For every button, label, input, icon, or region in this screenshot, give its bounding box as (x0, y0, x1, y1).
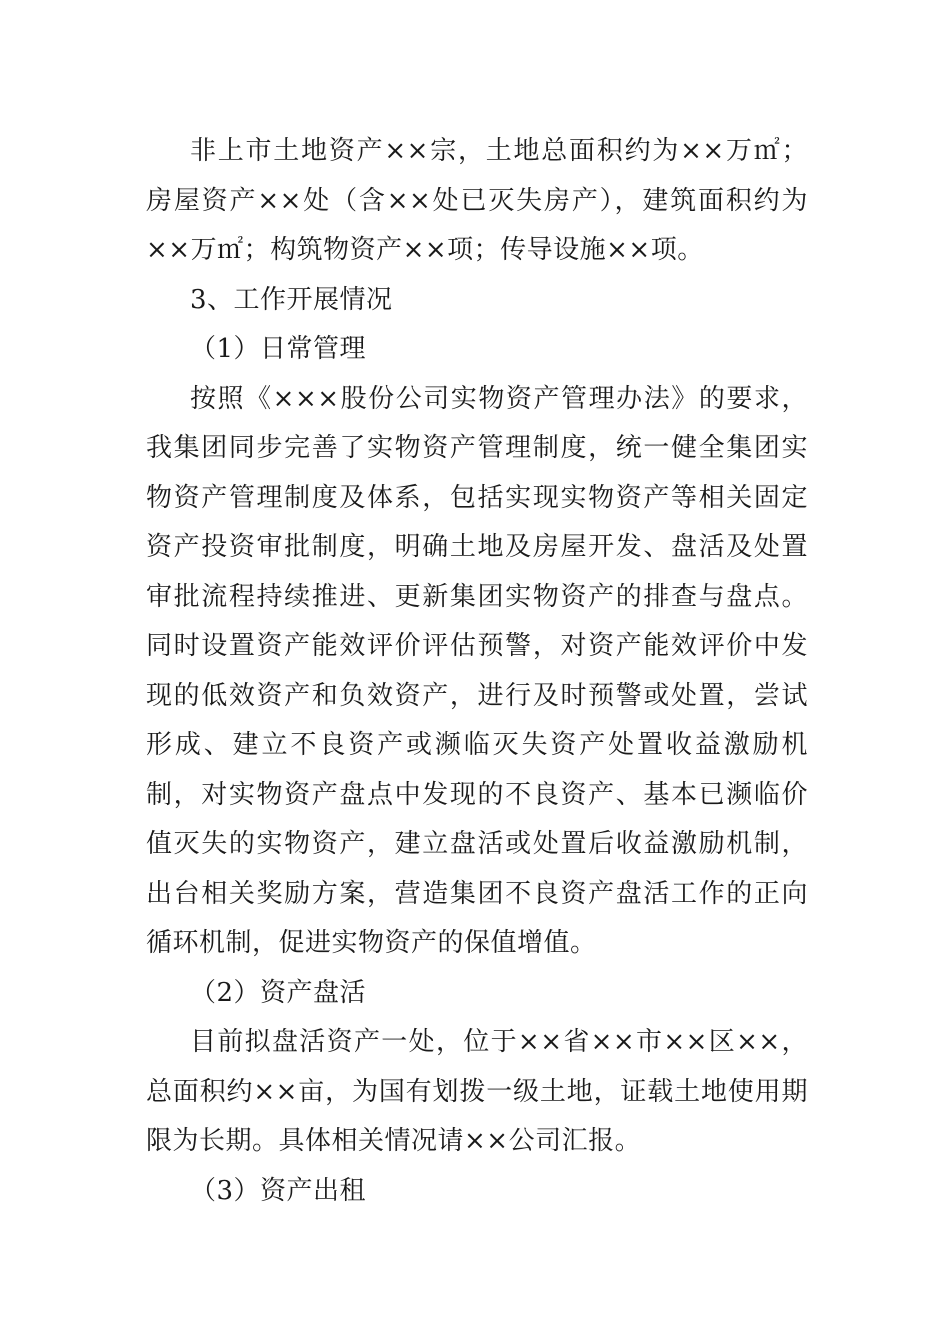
document-body (146, 127, 808, 1216)
subheading-asset-revitalization: （2）资产盘活 (190, 977, 367, 1008)
paragraph-asset-revitalization: 目前拟盘活资产一处，位于××省××市××区××，总面积约××亩，为国有划拨一级土地，证载土地使用期限为长期。具体相关情况请××公司汇报。 (146, 1027, 808, 1156)
paragraph-land-assets: 非上市土地资产××宗，土地总面积约为××万㎡；房屋资产××处（含××处已灭失房产），建筑面积约为××万㎡；构筑物资产××项；传导设施××项。 (146, 136, 808, 265)
section-heading-work-progress: 3、工作开展情况 (190, 284, 393, 315)
subheading-asset-leasing: （3）资产出租 (190, 1175, 367, 1206)
paragraph-daily-management: 按照《×××股份公司实物资产管理办法》的要求，我集团同步完善了实物资产管理制度，统一健全集团实物资产管理制度及体系，包括实现实物资产等相关固定资产投资审批制度，明确土地及房屋开发、盘活及处置审批流程持续推进、更新集团实物资产的排查与盘点。同时设置资产能效评价评估预警，对资产能效评价中发现的低效资产和负效资产，进行及时预警或处置，尝试形成、建立不良资产或濒临灭失资产处置收益激励机制，对实物资产盘点中发现的不良资产、基本已濒临价值灭失的实物资产，建立盘活或处置后收益激励机制，出台相关奖励方案，营造集团不良资产盘活工作的正向循环机制，促进实物资产的保值增值。 (146, 383, 808, 958)
subheading-daily-management: （1）日常管理 (190, 334, 367, 364)
